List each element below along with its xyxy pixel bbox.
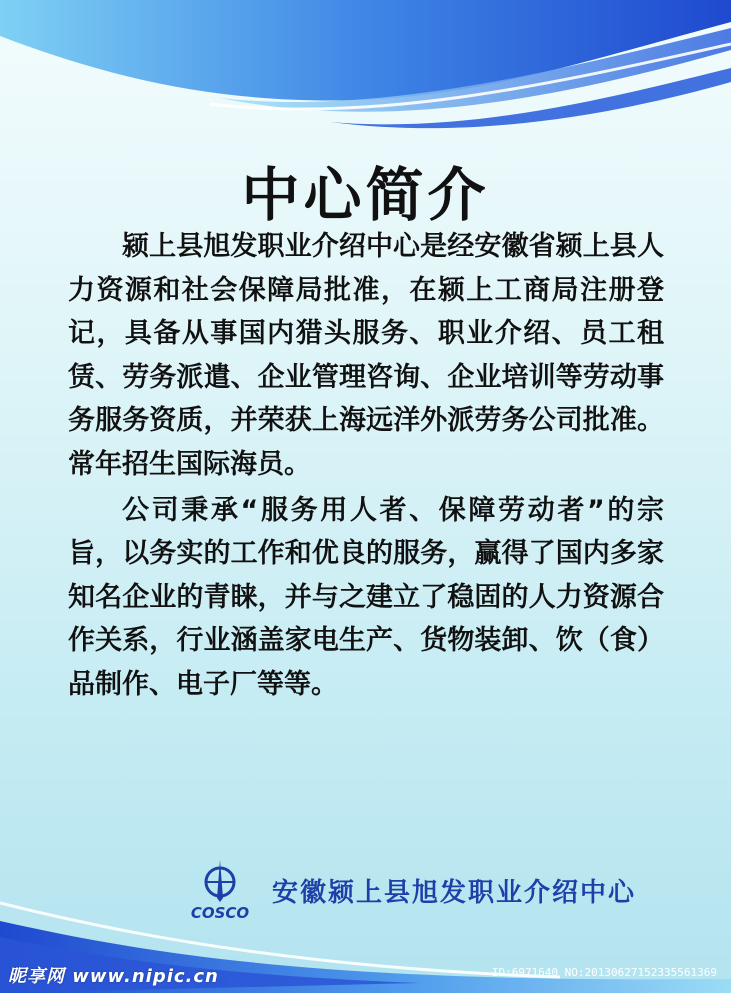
svg-text:COSCO: COSCO (190, 904, 250, 922)
intro-paragraph-2: 公司秉承“服务用人者、保障劳动者”的宗旨，以务实的工作和优良的服务，赢得了国内多家知名企业的青睐，并与之建立了稳固的人力资源合作关系，行业涵盖家电生产、货物装卸、饮（食）品制作、电子厂等等。 (68, 494, 664, 700)
organization-name: 安徽颍上县旭发职业介绍中心 (272, 877, 637, 908)
watermark-image-id: ID:6971640 NO:20130627152335561369 (491, 966, 717, 979)
intro-text (68, 225, 664, 709)
top-wave-decoration (0, 0, 731, 150)
page-title: 中心简介 (241, 161, 490, 229)
intro-paragraph-1: 颍上县旭发职业介绍中心是经安徽省颍上县人力资源和社会保障局批准，在颍上工商局注册登记，具备从事国内猎头服务、职业介绍、员工租赁、劳务派遣、企业管理咨询、企业培训等劳动事务服务资质，并荣获上海远洋外派劳务公司批准。常年招生国际海员。 (68, 231, 664, 480)
watermark-site: 昵享网 www.nipic.cn (8, 966, 219, 987)
